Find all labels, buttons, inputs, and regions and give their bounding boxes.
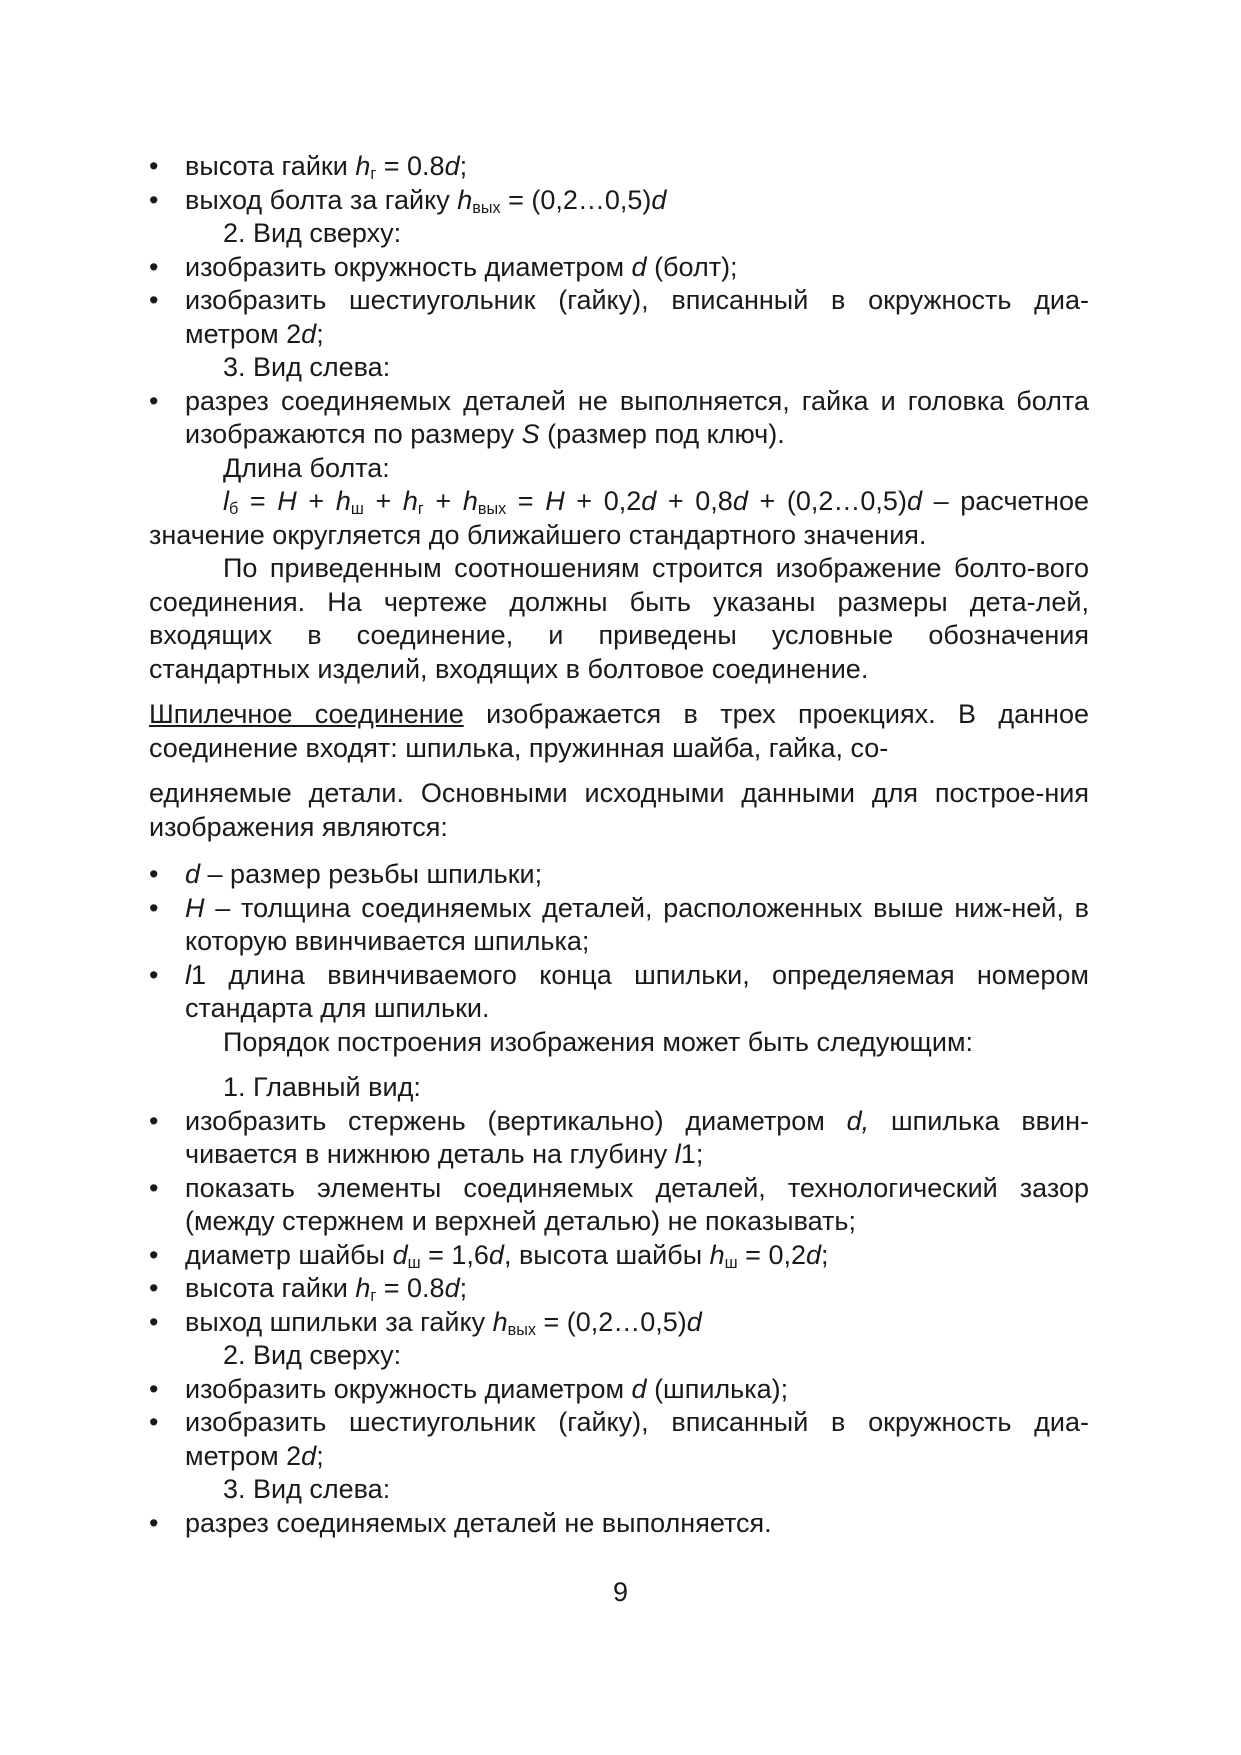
page-body: [149, 150, 1089, 1540]
bullet-stud-protrusion: • выход шпильки за гайку $h_{вых}$ = (0,2…0,5)d: [149, 1306, 1089, 1340]
formula-bolt-length: $l_б = H + h_ш + h_г + h_{вых} = H + 0,2d + 0,8d$ + (0,2…0,5)d – расчетное значение округляется до ближайшего стандартного значения.: [149, 486, 1089, 550]
bullet-stud-thread: • d – размер резьбы шпильки;: [149, 858, 1089, 892]
bullet-show-elements: • показать элементы соединяемых деталей, технологический зазор (между стержнем и верхней деталью) не показывать;: [149, 1172, 1089, 1239]
bullet-draw-circle-bolt: • изобразить окружность диаметром d (болт);: [149, 251, 1089, 285]
bullet-section-stud: • разрез соединяемых деталей не выполняется.: [149, 1507, 1089, 1541]
bullet-draw-hexagon-1: • изобразить шестиугольник (гайку), вписанный в окружность диа-метром 2d;: [149, 284, 1089, 351]
bullet-nut-height: • высота гайки $h_г = 0.8d$;: [149, 150, 1089, 184]
bullet-draw-circle-stud: • изобразить окружность диаметром d (шпилька);: [149, 1373, 1089, 1407]
bullet-nut-height-stud: • высота гайки $h_г = 0.8d$;: [149, 1272, 1089, 1306]
bullet-draw-rod: • изобразить стержень (вертикально) диаметром d, шпилька ввин-чивается в нижнюю деталь на глубину l1;: [149, 1105, 1089, 1172]
bullet-section-bolt: • разрез соединяемых деталей не выполняется, гайка и головка болта изображаются по размеру S (размер под ключ).: [149, 385, 1089, 452]
bullet-screw-in-length: • l1 длина ввинчиваемого конца шпильки, определяемая номером стандарта для шпильки.: [149, 959, 1089, 1026]
term-stud-connection: Шпилечное соединение: [149, 699, 464, 729]
paragraph-bolt-drawing: По приведенным соотношениям строится изображение болто-вого соединения. На чертеже должны быть указаны размеры дета-лей, входящих в соединение, и приведены условные обозначения стандартных изделий, входящих в болтовое соединение.: [149, 553, 1089, 684]
heading-top-view-1: 2. Вид сверху:: [223, 218, 402, 248]
page-number: 9: [612, 1577, 629, 1607]
bullet-draw-hexagon-2: • изобразить шестиугольник (гайку), вписанный в окружность диа-метром 2d;: [149, 1406, 1089, 1473]
heading-left-view-2: 3. Вид слева:: [223, 1474, 391, 1504]
paragraph-stud-intro: Шпилечное соединение изображается в трех проекциях. В данное соединение входят: шпилька, пружинная шайба, гайка, со-: [149, 699, 1089, 763]
heading-left-view-1: 3. Вид слева:: [223, 352, 391, 382]
paragraph-order: Порядок построения изображения может быть следующим:: [223, 1026, 974, 1057]
heading-main-view: 1. Главный вид:: [223, 1072, 421, 1102]
bullet-parts-thickness: • H – толщина соединяемых деталей, расположенных выше ниж-ней, в которую ввинчивается шпилька;: [149, 892, 1089, 959]
heading-top-view-2: 2. Вид сверху:: [223, 1340, 402, 1370]
paragraph-stud-intro-cont: единяемые детали. Основными исходными данными для построе-ния изображения являются:: [149, 778, 1089, 842]
heading-bolt-length: Длина болта:: [223, 452, 390, 483]
bullet-bolt-protrusion: • выход болта за гайку $h_{вых}$ = (0,2…0,5)d: [149, 184, 1089, 218]
bullet-washer-size: • диаметр шайбы $d_ш = 1,6d$, высота шайбы $h_ш = 0,2d$;: [149, 1239, 1089, 1273]
